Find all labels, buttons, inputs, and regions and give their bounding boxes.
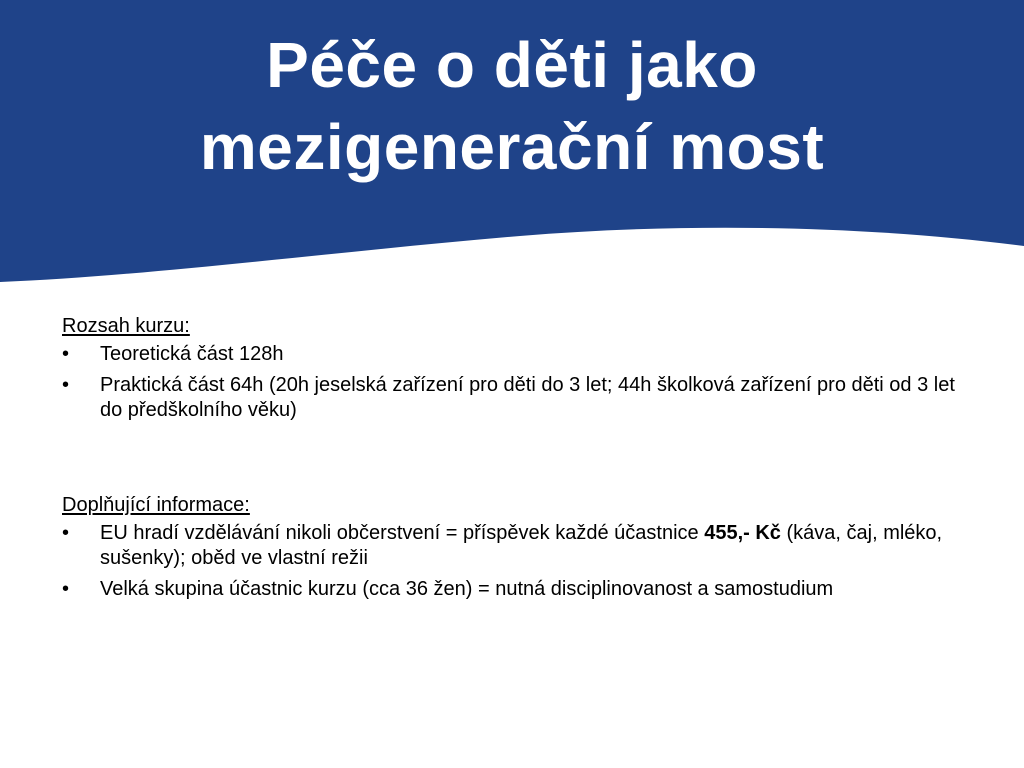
list-item <box>62 373 962 423</box>
info-list <box>62 521 962 602</box>
list-item <box>62 521 962 571</box>
section-heading-info: Doplňující informace: <box>62 494 250 516</box>
list-item <box>62 342 962 367</box>
section-spacer <box>62 429 962 493</box>
scope-list <box>62 342 962 423</box>
bullet-icon: • <box>62 522 70 544</box>
title-line-2: mezigenerační most <box>199 111 825 183</box>
price-value: 455,- Kč <box>704 522 781 544</box>
title-line-1: Péče o děti jako <box>266 29 758 101</box>
bullet-icon: • <box>62 343 70 365</box>
slide-title <box>0 24 1024 188</box>
list-item-text <box>100 522 942 569</box>
bullet-icon: • <box>62 578 70 600</box>
list-item-text-after-price: (káva, čaj, mléko, sušenky); oběd ve vlastní režii <box>100 522 943 569</box>
list-item-text: Teoretická část 128h <box>100 343 284 365</box>
list-item <box>62 577 962 602</box>
bullet-icon: • <box>62 374 70 396</box>
list-item-text-before-price: EU hradí vzdělávání nikoli občerstvení = příspěvek každé účastnice <box>100 522 705 544</box>
list-item-text: Velká skupina účastnic kurzu (cca 36 žen) = nutná disciplinovanost a samostudium <box>100 578 834 600</box>
list-item-text: Praktická část 64h (20h jeselská zařízení pro děti do 3 let; 44h školková zařízení pro děti od 3 let do předškolního věku) <box>100 374 955 421</box>
slide-body <box>62 314 962 608</box>
section-heading-scope: Rozsah kurzu: <box>62 315 190 337</box>
